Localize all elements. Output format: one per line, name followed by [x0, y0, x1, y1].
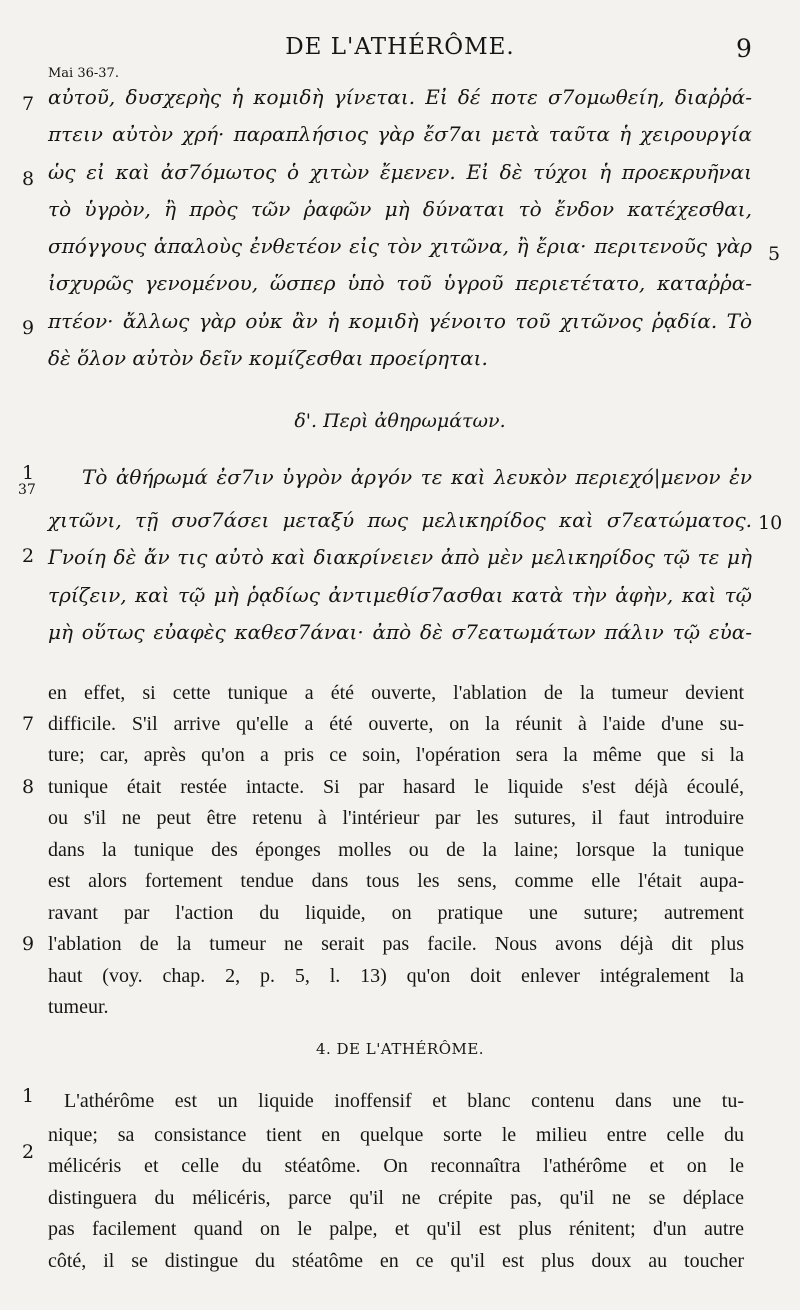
- line-number: 1: [22, 462, 35, 484]
- greek-line: δὲ ὅλον αὐτὸν δεῖν κομίζεσθαι προείρηται.: [48, 346, 488, 370]
- french-line: ravant par l'action du liquide, on pratique une suture; autrement: [48, 902, 744, 924]
- greek-line: χιτῶνι, τῇ συσ7άσει μεταξύ πως μελικηρίδος καὶ σ7εατώματος.: [48, 508, 752, 532]
- french-line: l'ablation de la tumeur ne serait pas facile. Nous avons déjà dit plus: [48, 933, 744, 955]
- line-number: 1: [22, 1085, 35, 1107]
- french-line: haut (voy. chap. 2, p. 5, l. 13) qu'on doit enlever intégralement la: [48, 965, 744, 987]
- line-number: 9: [22, 317, 35, 339]
- greek-line: τρίζειν, καὶ τῷ μὴ ῥᾳδίως ἀντιμεθίσ7ασθαι κατὰ τὴν ἁφὴν, καὶ τῷ: [48, 583, 752, 607]
- french-line: en effet, si cette tunique a été ouverte, l'ablation de la tumeur devient: [48, 682, 744, 704]
- page-number: 9: [736, 34, 752, 63]
- french-chapter-heading: 4. DE L'ATHÉRÔME.: [315, 1040, 485, 1058]
- french-line: mélicéris et celle du stéatôme. On reconnaîtra l'athérôme et on le: [48, 1155, 744, 1177]
- line-number: 9: [22, 933, 35, 955]
- greek-line: πτέον· ἄλλως γὰρ οὐκ ἂν ἡ κομιδὴ γένοιτο τοῦ χιτῶνος ῥᾳδία. Τὸ: [48, 309, 752, 333]
- french-line: ou s'il ne peut être retenu à l'intérieur par les sutures, il faut introduire: [48, 807, 744, 829]
- greek-line: σπόγγους ἁπαλοὺς ἐνθετέον εἰς τὸν χιτῶνα, ἢ ἔρια· περιτενοῦς γὰρ: [48, 234, 752, 258]
- greek-line: τὸ ὑγρὸν, ἢ πρὸς τῶν ῥαφῶν μὴ δύναται τὸ ἔνδον κατέχεσθαι,: [48, 197, 752, 221]
- french-line: ture; car, après qu'on a pris ce soin, l'opération sera la même que si la: [48, 744, 744, 766]
- french-line: tumeur.: [48, 996, 109, 1018]
- greek-line: αὐτοῦ, δυσχερὴς ἡ κομιδὴ γίνεται. Εἰ δέ ποτε σ7ομωθείη, διαῤῥά-: [48, 85, 752, 109]
- french-line: côté, il se distingue du stéatôme en ce qu'il est plus doux au toucher: [48, 1250, 744, 1272]
- greek-line: ἰσχυρῶς γενομένου, ὥσπερ ὑπὸ τοῦ ὑγροῦ περιετέτατο, καταῤῥα-: [48, 271, 752, 295]
- french-line: nique; sa consistance tient en quelque sorte le milieu entre celle du: [48, 1124, 744, 1146]
- line-number: 37: [18, 482, 36, 498]
- running-title: DE L'ATHÉRÔME.: [285, 34, 515, 60]
- french-line: pas facilement quand on le palpe, et qu'il est plus rénitent; d'un autre: [48, 1218, 744, 1240]
- line-number: 2: [22, 545, 35, 567]
- line-number: 7: [22, 713, 35, 735]
- greek-line: μὴ οὕτως εὐαφὲς καθεσ7άναι· ἀπὸ δὲ σ7εατωμάτων πάλιν τῷ εὐα-: [48, 620, 752, 644]
- greek-line: ὡς εἰ καὶ ἀσ7όμωτος ὁ χιτὼν ἔμενεν. Εἰ δὲ τύχοι ἡ προεκρυῆναι: [48, 160, 752, 184]
- greek-line: Γνοίη δὲ ἄν τις αὐτὸ καὶ διακρίνειεν ἀπὸ μὲν μελικηρίδος τῷ τε μὴ: [48, 545, 752, 569]
- line-number: 8: [22, 168, 35, 190]
- line-number: 8: [22, 776, 35, 798]
- line-number: 2: [22, 1141, 35, 1163]
- french-line: L'athérôme est un liquide inoffensif et blanc contenu dans une tu-: [64, 1090, 744, 1112]
- greek-line: Τὸ ἀθήρωμά ἐσ7ιν ὑγρὸν ἀργόν τε καὶ λευκὸν περιεχό|μενον ἐν: [82, 465, 752, 489]
- source-reference: Mai 36-37.: [48, 66, 119, 81]
- french-line: dans la tunique des éponges molles ou de la laine; lorsque la tunique: [48, 839, 744, 861]
- french-line: distinguera du mélicéris, parce qu'il ne crépite pas, qu'il ne se déplace: [48, 1187, 744, 1209]
- french-line: tunique était restée intacte. Si par hasard le liquide s'est déjà écoulé,: [48, 776, 744, 798]
- french-line: est alors fortement tendue dans tous les sens, comme elle l'était aupa-: [48, 870, 744, 892]
- line-number-right: 5: [768, 243, 781, 265]
- line-number-right: 10: [758, 512, 783, 534]
- line-number: 7: [22, 93, 35, 115]
- greek-chapter-heading: δ'. Περὶ ἀθηρωμάτων.: [294, 410, 506, 432]
- greek-line: πτειν αὐτὸν χρή· παραπλήσιος γὰρ ἔσ7αι μετὰ ταῦτα ἡ χειρουργία: [48, 122, 752, 146]
- french-line: difficile. S'il arrive qu'elle a été ouverte, on la réunit à l'aide d'une su-: [48, 713, 744, 735]
